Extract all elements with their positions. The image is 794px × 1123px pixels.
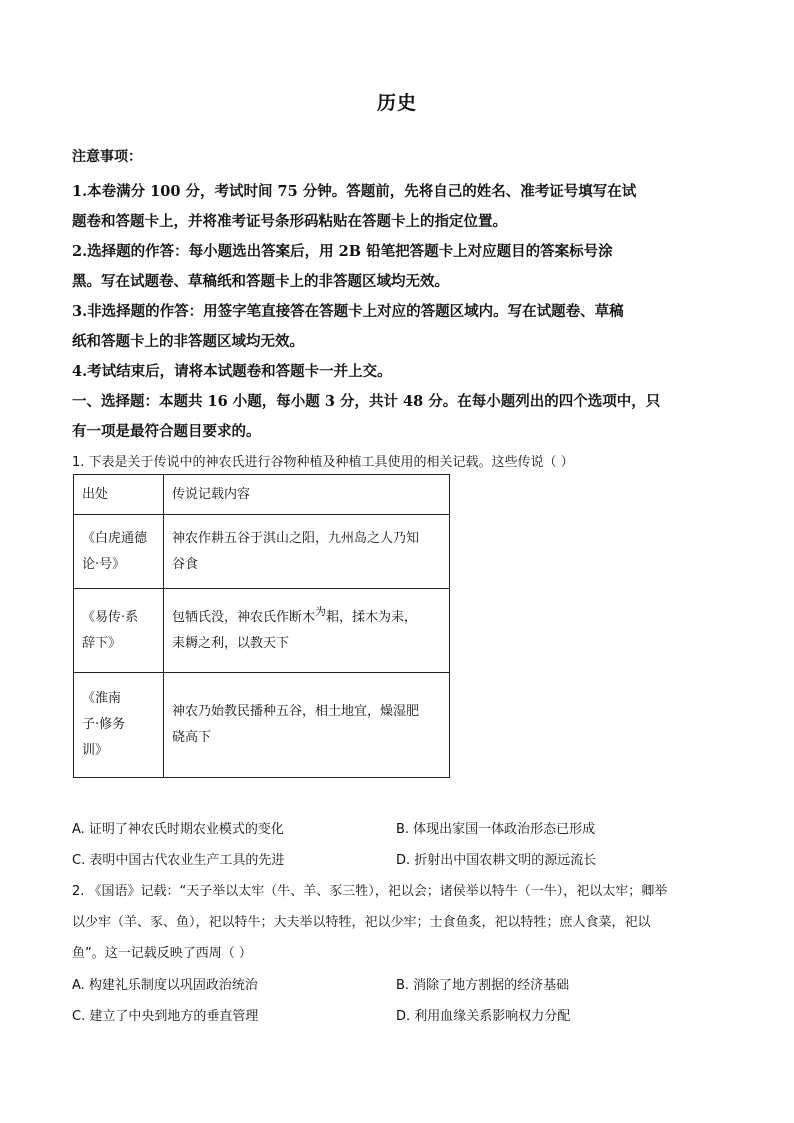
notice-line: 3.非选择题的作答：用签字笔直接答在答题卡上对应的答题区域内。写在试题卷、草稿 bbox=[72, 303, 624, 320]
cell-line: 硗高下 bbox=[172, 730, 212, 745]
question-2-option-c: C. 建立了中央到地方的垂直管理 bbox=[72, 1009, 259, 1024]
table-row bbox=[74, 515, 450, 589]
cell-line: 辞下》 bbox=[82, 635, 122, 651]
legend-table bbox=[73, 474, 450, 778]
cell-line: 子·修务 bbox=[82, 717, 126, 732]
question-2-option-a: A. 构建礼乐制度以巩固政治统治 bbox=[72, 978, 258, 993]
notice-line: 纸和答题卡上的非答题区域均无效。 bbox=[72, 333, 304, 350]
table-row bbox=[74, 589, 450, 673]
table-header-cell: 出处 bbox=[74, 475, 164, 515]
question-2-stem: 鱼”。这一记载反映了西周（ ） bbox=[72, 946, 252, 961]
cell-line: 神农作耕五谷于淇山之阳，九州岛之人乃知 bbox=[172, 530, 420, 546]
table-cell-content bbox=[164, 673, 450, 778]
notice-line: 4.考试结束后，请将本试题卷和答题卡一并上交。 bbox=[72, 363, 392, 380]
notice-line: 2.选择题的作答：每小题选出答案后，用 2B 铅笔把答题卡上对应题目的答案标号涂 bbox=[72, 243, 613, 260]
question-1-stem: 1. 下表是关于传说中的神农氏进行谷物种植及种植工具使用的相关记载。这些传说（ ） bbox=[72, 455, 574, 470]
cell-line: 论·号》 bbox=[82, 556, 126, 572]
cell-text: 包牺氏没，神农氏作断木 bbox=[172, 609, 316, 625]
cell-line: 耒耨之利，以教天下 bbox=[172, 635, 290, 651]
question-2-option-b: B. 消除了地方割据的经济基础 bbox=[396, 978, 570, 993]
table-cell-source bbox=[74, 515, 164, 589]
table-cell-content bbox=[164, 589, 450, 673]
question-1-option-d: D. 折射出中国农耕文明的源远流长 bbox=[396, 853, 597, 868]
cell-superscript: 为 bbox=[315, 604, 327, 618]
question-2-stem: 2. 《国语》记载：“天子举以太牢（牛、羊、豕三牲），祀以会；诸侯举以特牛（一牛），祀以太牢；卿举 bbox=[72, 884, 668, 899]
question-1-option-a: A. 证明了神农氏时期农业模式的变化 bbox=[72, 822, 284, 837]
cell-line: 《易传·系 bbox=[82, 609, 139, 625]
cell-line: 《白虎通德 bbox=[82, 530, 148, 546]
cell-text: 耜，揉木为耒， bbox=[326, 609, 418, 625]
question-2-stem: 以少牢（羊、豕、鱼），祀以特牛；大夫举以特牲，祀以少牢；士食鱼炙，祀以特牲；庶人食菜，祀以 bbox=[72, 915, 651, 930]
question-1-option-b: B. 体现出家国一体政治形态已形成 bbox=[396, 822, 596, 837]
cell-line: 训》 bbox=[82, 743, 109, 758]
page-title: 历史 bbox=[376, 92, 417, 114]
table-cell-content bbox=[164, 515, 450, 589]
table-cell-source bbox=[74, 589, 164, 673]
table-header-row bbox=[74, 475, 450, 515]
table-header-cell: 传说记载内容 bbox=[164, 475, 450, 515]
table-row bbox=[74, 673, 450, 778]
table-cell-source bbox=[74, 673, 164, 778]
cell-line: 谷食 bbox=[172, 556, 199, 572]
section-instruction: 一、选择题：本题共 16 小题，每小题 3 分，共计 48 分。在每小题列出的四个选项中，只 bbox=[72, 393, 661, 410]
question-1-option-c: C. 表明中国古代农业生产工具的先进 bbox=[72, 853, 285, 868]
notice-line: 1.本卷满分 100 分，考试时间 75 分钟。答题前，先将自己的姓名、准考证号填写在试 bbox=[72, 183, 637, 200]
question-2-option-d: D. 利用血缘关系影响权力分配 bbox=[396, 1009, 571, 1024]
cell-line: 神农乃始教民播种五谷，相土地宜，燥湿肥 bbox=[172, 704, 420, 719]
notice-line: 题卷和答题卡上，并将准考证号条形码粘贴在答题卡上的指定位置。 bbox=[72, 213, 507, 230]
cell-line bbox=[172, 605, 441, 631]
notice-heading: 注意事项： bbox=[72, 149, 142, 165]
notice-line: 黑。写在试题卷、草稿纸和答题卡上的非答题区域均无效。 bbox=[72, 273, 449, 290]
cell-line: 《淮南 bbox=[82, 691, 122, 706]
section-instruction: 有一项是最符合题目要求的。 bbox=[72, 423, 261, 440]
